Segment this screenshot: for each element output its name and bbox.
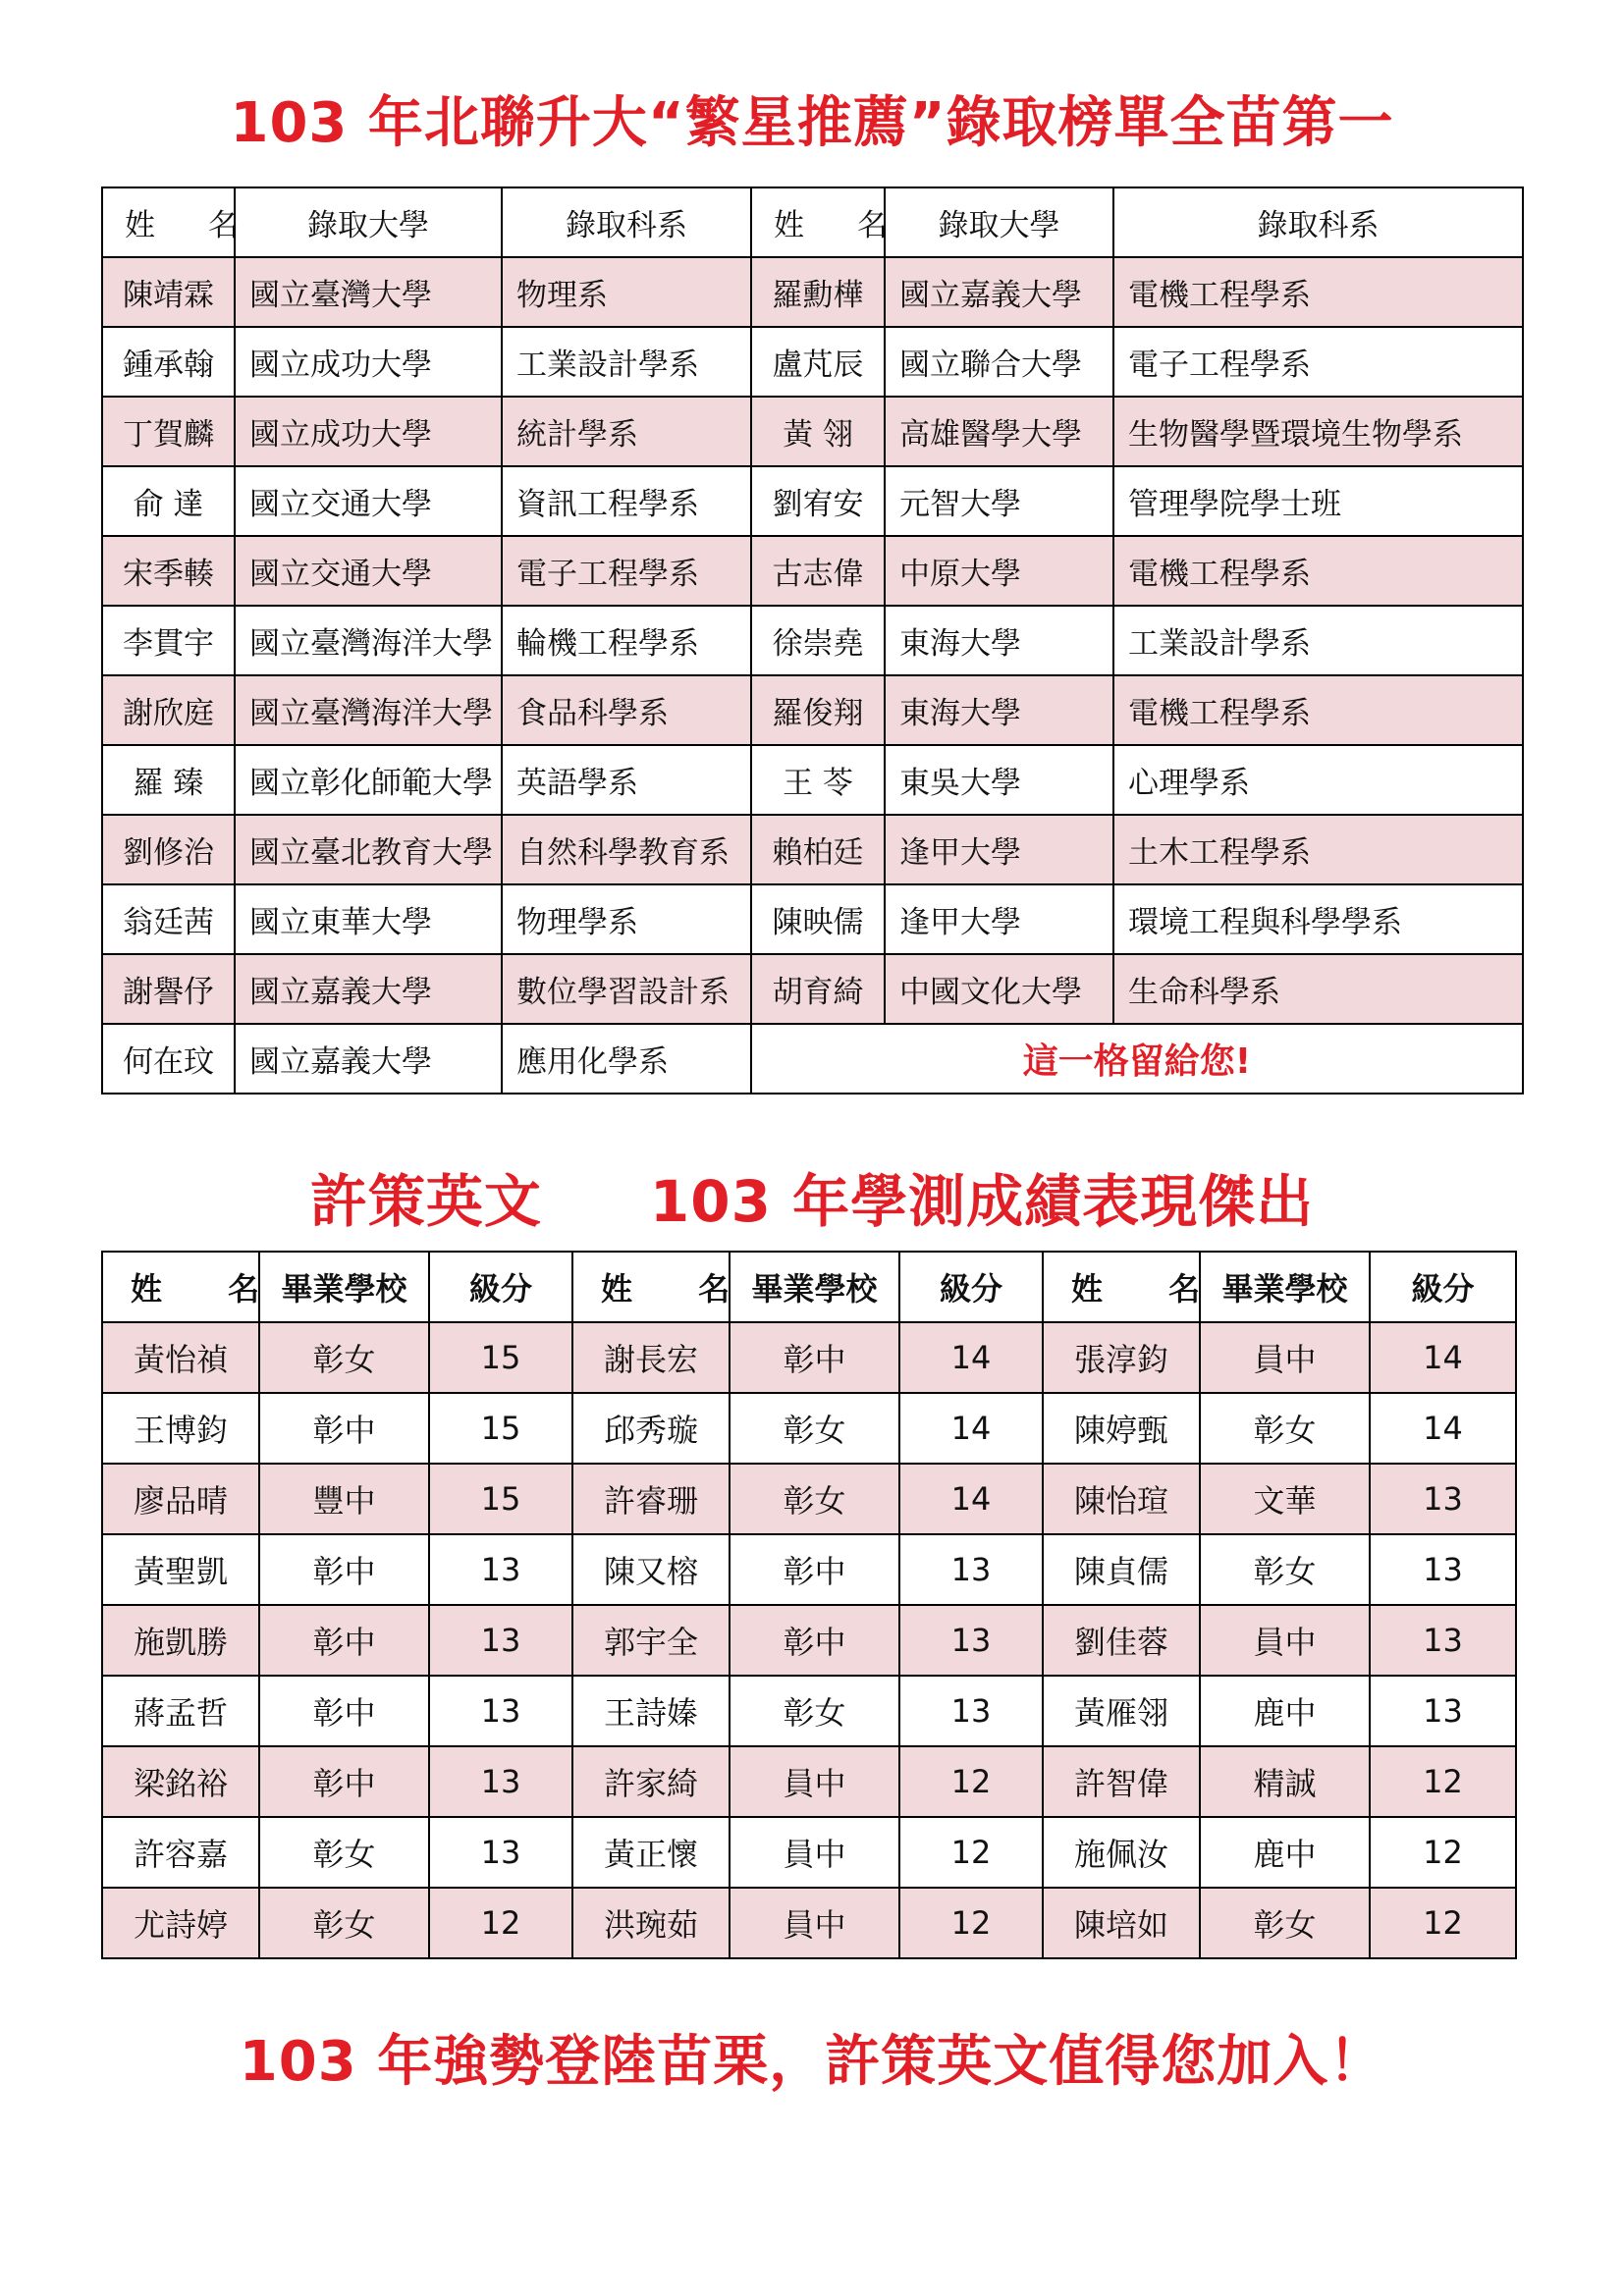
student-name: 黃聖凱 — [102, 1534, 259, 1605]
department: 管理學院學士班 — [1113, 466, 1523, 536]
score: 12 — [429, 1888, 572, 1958]
admissions-body — [102, 257, 1523, 1094]
student-name: 徐崇堯 — [751, 606, 885, 675]
admissions-row — [102, 815, 1523, 884]
department: 心理學系 — [1113, 745, 1523, 815]
school: 員中 — [1200, 1322, 1370, 1393]
department: 資訊工程學系 — [502, 466, 751, 536]
university: 國立交通大學 — [235, 536, 502, 606]
student-name: 施凱勝 — [102, 1605, 259, 1676]
student-name: 施佩汝 — [1043, 1817, 1200, 1888]
score: 14 — [899, 1322, 1043, 1393]
scores-row — [102, 1393, 1516, 1464]
student-name: 黃怡禎 — [102, 1322, 259, 1393]
department: 電機工程學系 — [1113, 675, 1523, 745]
header-university: 錄取大學 — [885, 187, 1113, 257]
department: 自然科學教育系 — [502, 815, 751, 884]
student-name: 謝欣庭 — [102, 675, 235, 745]
student-name: 何在玟 — [102, 1024, 235, 1094]
department: 環境工程與科學學系 — [1113, 884, 1523, 954]
department: 工業設計學系 — [502, 327, 751, 397]
department: 生命科學系 — [1113, 954, 1523, 1024]
student-name: 尤詩婷 — [102, 1888, 259, 1958]
score: 14 — [1370, 1322, 1516, 1393]
school: 彰女 — [730, 1464, 899, 1534]
student-name: 梁銘裕 — [102, 1746, 259, 1817]
department: 電機工程學系 — [1113, 257, 1523, 327]
department: 應用化學系 — [502, 1024, 751, 1094]
department: 電子工程學系 — [1113, 327, 1523, 397]
school: 員中 — [730, 1888, 899, 1958]
score: 14 — [899, 1464, 1043, 1534]
university: 國立東華大學 — [235, 884, 502, 954]
school: 員中 — [730, 1817, 899, 1888]
scores-row — [102, 1322, 1516, 1393]
department: 數位學習設計系 — [502, 954, 751, 1024]
school: 精誠 — [1200, 1746, 1370, 1817]
university: 國立成功大學 — [235, 397, 502, 466]
scores-row — [102, 1676, 1516, 1746]
scores-row — [102, 1746, 1516, 1817]
score: 13 — [899, 1605, 1043, 1676]
header-name: 姓 名 — [751, 187, 885, 257]
scores-title-text: 103 年學測成績表現傑出 — [649, 1168, 1315, 1235]
header-name: 姓 名 — [572, 1252, 730, 1322]
school: 彰女 — [1200, 1888, 1370, 1958]
admissions-row — [102, 954, 1523, 1024]
admissions-row — [102, 327, 1523, 397]
header-school: 畢業學校 — [259, 1252, 429, 1322]
school: 鹿中 — [1200, 1817, 1370, 1888]
scores-table — [101, 1251, 1517, 1959]
student-name: 王詩嫀 — [572, 1676, 730, 1746]
score: 15 — [429, 1464, 572, 1534]
school: 彰女 — [730, 1393, 899, 1464]
school: 彰女 — [1200, 1393, 1370, 1464]
student-name: 洪琬茹 — [572, 1888, 730, 1958]
student-name: 古志偉 — [751, 536, 885, 606]
student-name: 陳貞儒 — [1043, 1534, 1200, 1605]
admissions-row — [102, 466, 1523, 536]
university: 國立交通大學 — [235, 466, 502, 536]
admissions-header-row — [102, 187, 1523, 257]
department: 土木工程學系 — [1113, 815, 1523, 884]
score: 12 — [899, 1746, 1043, 1817]
scores-title-brand: 許策英文 — [309, 1168, 542, 1235]
university: 國立聯合大學 — [885, 327, 1113, 397]
student-name: 羅 臻 — [102, 745, 235, 815]
school: 彰女 — [730, 1676, 899, 1746]
department: 食品科學系 — [502, 675, 751, 745]
student-name: 陳靖霖 — [102, 257, 235, 327]
admissions-row — [102, 884, 1523, 954]
scores-row — [102, 1888, 1516, 1958]
admissions-row — [102, 606, 1523, 675]
school: 彰中 — [259, 1534, 429, 1605]
student-name: 翁廷茜 — [102, 884, 235, 954]
school: 豐中 — [259, 1464, 429, 1534]
header-school: 畢業學校 — [1200, 1252, 1370, 1322]
student-name: 李貫宇 — [102, 606, 235, 675]
student-name: 蔣孟哲 — [102, 1676, 259, 1746]
student-name: 王 苓 — [751, 745, 885, 815]
header-department: 錄取科系 — [1113, 187, 1523, 257]
score: 13 — [899, 1676, 1043, 1746]
student-name: 劉佳蓉 — [1043, 1605, 1200, 1676]
school: 鹿中 — [1200, 1676, 1370, 1746]
student-name: 謝長宏 — [572, 1322, 730, 1393]
department: 物理學系 — [502, 884, 751, 954]
department: 生物醫學暨環境生物學系 — [1113, 397, 1523, 466]
university: 國立嘉義大學 — [235, 954, 502, 1024]
admissions-title: 103 年北聯升大“繁星推薦”錄取榜單全苗第一 — [230, 91, 1394, 155]
student-name: 許容嘉 — [102, 1817, 259, 1888]
header-name: 姓 名 — [102, 187, 235, 257]
student-name: 許睿珊 — [572, 1464, 730, 1534]
department: 英語學系 — [502, 745, 751, 815]
university: 中國文化大學 — [885, 954, 1113, 1024]
university: 東吳大學 — [885, 745, 1113, 815]
score: 12 — [899, 1817, 1043, 1888]
student-name: 盧芃辰 — [751, 327, 885, 397]
student-name: 黃雁翎 — [1043, 1676, 1200, 1746]
score: 12 — [1370, 1817, 1516, 1888]
scores-header-row — [102, 1252, 1516, 1322]
score: 13 — [429, 1605, 572, 1676]
university: 中原大學 — [885, 536, 1113, 606]
admissions-row — [102, 675, 1523, 745]
university: 國立嘉義大學 — [885, 257, 1113, 327]
score: 13 — [1370, 1605, 1516, 1676]
department: 輪機工程學系 — [502, 606, 751, 675]
university: 高雄醫學大學 — [885, 397, 1113, 466]
school: 員中 — [1200, 1605, 1370, 1676]
student-name: 王博鈞 — [102, 1393, 259, 1464]
score: 13 — [429, 1746, 572, 1817]
admissions-row — [102, 257, 1523, 327]
score: 13 — [899, 1534, 1043, 1605]
university: 國立嘉義大學 — [235, 1024, 502, 1094]
student-name: 黃 翎 — [751, 397, 885, 466]
reserved-slot: 這一格留給您! — [751, 1024, 1523, 1094]
school: 彰中 — [259, 1605, 429, 1676]
university: 元智大學 — [885, 466, 1113, 536]
school: 彰女 — [259, 1322, 429, 1393]
student-name: 許家綺 — [572, 1746, 730, 1817]
student-name: 劉修治 — [102, 815, 235, 884]
header-school: 畢業學校 — [730, 1252, 899, 1322]
score: 13 — [429, 1817, 572, 1888]
university: 國立臺灣大學 — [235, 257, 502, 327]
school: 員中 — [730, 1746, 899, 1817]
header-score: 級分 — [899, 1252, 1043, 1322]
student-name: 羅俊翔 — [751, 675, 885, 745]
student-name: 陳婷甄 — [1043, 1393, 1200, 1464]
student-name: 謝譽伃 — [102, 954, 235, 1024]
school: 彰中 — [730, 1605, 899, 1676]
student-name: 陳怡瑄 — [1043, 1464, 1200, 1534]
score: 14 — [899, 1393, 1043, 1464]
department: 統計學系 — [502, 397, 751, 466]
header-name: 姓 名 — [1043, 1252, 1200, 1322]
university: 國立臺灣海洋大學 — [235, 675, 502, 745]
university: 東海大學 — [885, 606, 1113, 675]
university: 國立彰化師範大學 — [235, 745, 502, 815]
student-name: 胡育綺 — [751, 954, 885, 1024]
student-name: 俞 達 — [102, 466, 235, 536]
school: 彰女 — [259, 1888, 429, 1958]
student-name: 賴柏廷 — [751, 815, 885, 884]
header-department: 錄取科系 — [502, 187, 751, 257]
school: 彰中 — [259, 1676, 429, 1746]
admissions-last-row — [102, 1024, 1523, 1094]
score: 15 — [429, 1322, 572, 1393]
admissions-row — [102, 397, 1523, 466]
school: 彰中 — [730, 1534, 899, 1605]
scores-row — [102, 1534, 1516, 1605]
university: 國立臺北教育大學 — [235, 815, 502, 884]
student-name: 郭宇全 — [572, 1605, 730, 1676]
score: 12 — [1370, 1888, 1516, 1958]
student-name: 陳又榕 — [572, 1534, 730, 1605]
header-university: 錄取大學 — [235, 187, 502, 257]
school: 彰女 — [1200, 1534, 1370, 1605]
student-name: 黃正懷 — [572, 1817, 730, 1888]
score: 13 — [1370, 1676, 1516, 1746]
student-name: 許智偉 — [1043, 1746, 1200, 1817]
student-name: 羅勳樺 — [751, 257, 885, 327]
score: 15 — [429, 1393, 572, 1464]
scores-title — [0, 1168, 1624, 1235]
school: 彰中 — [259, 1393, 429, 1464]
student-name: 陳映儒 — [751, 884, 885, 954]
student-name: 陳培如 — [1043, 1888, 1200, 1958]
student-name: 丁賀麟 — [102, 397, 235, 466]
admissions-row — [102, 536, 1523, 606]
header-name: 姓 名 — [102, 1252, 259, 1322]
school: 彰中 — [259, 1746, 429, 1817]
scores-row — [102, 1605, 1516, 1676]
admissions-row — [102, 745, 1523, 815]
university: 逢甲大學 — [885, 815, 1113, 884]
university: 國立臺灣海洋大學 — [235, 606, 502, 675]
student-name: 宋季輳 — [102, 536, 235, 606]
department: 物理系 — [502, 257, 751, 327]
school: 彰中 — [730, 1322, 899, 1393]
score: 14 — [1370, 1393, 1516, 1464]
scores-row — [102, 1817, 1516, 1888]
admissions-table — [101, 187, 1524, 1095]
score: 13 — [429, 1534, 572, 1605]
university: 逢甲大學 — [885, 884, 1113, 954]
department: 工業設計學系 — [1113, 606, 1523, 675]
score: 13 — [1370, 1464, 1516, 1534]
scores-body — [102, 1322, 1516, 1958]
department: 電子工程學系 — [502, 536, 751, 606]
student-name: 鍾承翰 — [102, 327, 235, 397]
school: 彰女 — [259, 1817, 429, 1888]
student-name: 邱秀璇 — [572, 1393, 730, 1464]
score: 13 — [1370, 1534, 1516, 1605]
department: 電機工程學系 — [1113, 536, 1523, 606]
school: 文華 — [1200, 1464, 1370, 1534]
scores-row — [102, 1464, 1516, 1534]
header-score: 級分 — [1370, 1252, 1516, 1322]
score: 12 — [899, 1888, 1043, 1958]
score: 13 — [429, 1676, 572, 1746]
footer-slogan: 103 年強勢登陸苗栗，許策英文值得您加入！ — [239, 2030, 1385, 2094]
student-name: 張淳鈞 — [1043, 1322, 1200, 1393]
score: 12 — [1370, 1746, 1516, 1817]
university: 東海大學 — [885, 675, 1113, 745]
header-score: 級分 — [429, 1252, 572, 1322]
university: 國立成功大學 — [235, 327, 502, 397]
student-name: 廖品晴 — [102, 1464, 259, 1534]
student-name: 劉宥安 — [751, 466, 885, 536]
